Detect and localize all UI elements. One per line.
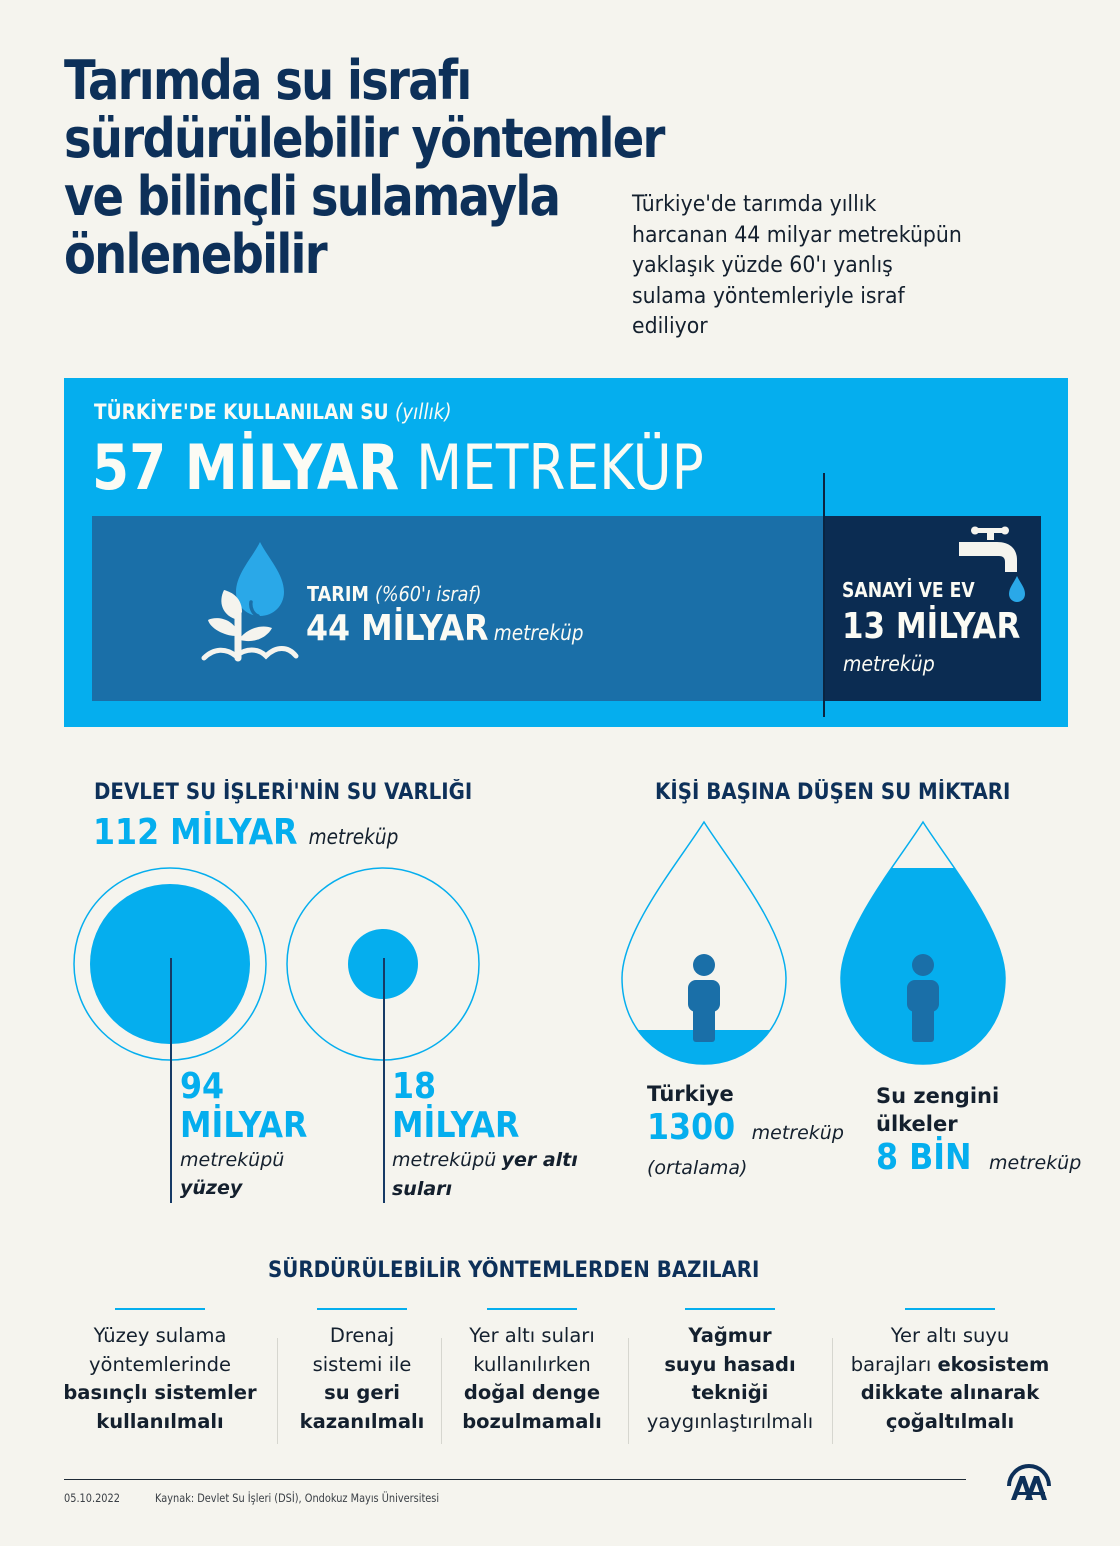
turkey-note: (ortalama)	[647, 1157, 748, 1179]
method-item	[282, 1322, 442, 1436]
method-text-bold: basınçlı sistemler	[63, 1381, 257, 1404]
surface-word: MİLYAR	[180, 1105, 308, 1146]
methods-title: SÜRDÜRÜLEBİLİR YÖNTEMLERDEN BAZILARI	[268, 1258, 760, 1283]
person-icon	[688, 954, 720, 1042]
usage-label-text: TÜRKİYE'DE KULLANILAN SU	[94, 400, 389, 424]
underground-stat	[392, 1068, 578, 1203]
turkey-stat	[647, 1080, 844, 1181]
surface-type: yüzey	[180, 1177, 243, 1199]
surface-number: 94	[180, 1066, 225, 1107]
underground-number: 18	[392, 1066, 437, 1107]
column-divider	[832, 1338, 833, 1444]
lede-line: ediliyor	[632, 314, 708, 339]
method-text: yöntemlerinde	[88, 1352, 232, 1376]
method-text: Yer altı suları	[469, 1324, 595, 1347]
method-text: Yer altı suyu	[890, 1324, 1010, 1347]
agriculture-note: (%60'ı israf)	[375, 582, 482, 606]
method-text-bold: bozulmamalı	[462, 1409, 602, 1433]
rich-label-b: ülkeler	[876, 1112, 958, 1136]
method-text: yaygınlaştırılmalı	[646, 1409, 814, 1433]
method-text: Yüzey sulama	[93, 1324, 227, 1347]
lede-line: Türkiye'de tarımda yıllık	[632, 192, 877, 217]
method-text: kullanılırken	[473, 1352, 591, 1376]
turkey-unit: metreküp	[751, 1122, 844, 1144]
surface-leader-line	[170, 958, 172, 1203]
accent-underline	[487, 1308, 577, 1310]
method-text: sistemi ile	[312, 1352, 412, 1376]
turkey-value: 1300	[647, 1107, 736, 1148]
underground-unit-line	[392, 1146, 578, 1175]
method-text: Drenaj	[329, 1324, 395, 1347]
method-text-bold: suyu hasadı	[664, 1352, 796, 1376]
underground-leader-line	[383, 958, 385, 1203]
column-divider	[277, 1338, 278, 1444]
agriculture-unit: metreküp	[493, 621, 584, 645]
underground-type-b: suları	[392, 1178, 453, 1200]
rich-value: 8 BİN	[876, 1137, 972, 1178]
dsi-total	[93, 812, 398, 853]
dsi-total-value: 112 MİLYAR	[93, 812, 298, 853]
title-line: ve bilinçli sulamayla	[64, 165, 560, 228]
underground-word: MİLYAR	[392, 1105, 520, 1146]
footer-date: 05.10.2022	[64, 1491, 120, 1505]
title-line: önlenebilir	[64, 223, 326, 286]
page-title	[64, 49, 664, 286]
title-line: sürdürülebilir yöntemler	[64, 107, 664, 170]
water-asset-circles	[70, 866, 490, 1066]
usage-label-note: (yıllık)	[395, 400, 452, 424]
turkey-value-line	[647, 1108, 844, 1155]
lede-line: yaklaşık yüzde 60'ı yanlış	[632, 253, 893, 278]
footer-divider	[64, 1479, 966, 1480]
dsi-title: DEVLET SU İŞLERİ'NİN SU VARLIĞI	[94, 780, 473, 805]
accent-underline	[115, 1308, 205, 1310]
method-text-bold: Yağmur	[688, 1324, 772, 1347]
method-text-bold: tekniği	[691, 1381, 769, 1404]
dsi-total-unit: metreküp	[308, 825, 399, 849]
rich-label-a: Su zengini	[876, 1084, 1000, 1108]
column-divider	[628, 1338, 629, 1444]
per-capita-title: KİŞİ BAŞINA DÜŞEN SU MİKTARI	[655, 780, 1011, 805]
agriculture-label	[307, 582, 481, 606]
usage-total	[92, 430, 704, 506]
industry-unit: metreküp	[843, 652, 935, 676]
column-divider	[441, 1338, 442, 1444]
method-text-bold: dikkate alınarak	[860, 1381, 1040, 1404]
usage-total-number: 57 MİLYAR	[92, 431, 400, 504]
accent-underline	[685, 1308, 775, 1310]
rich-value-line	[876, 1138, 1081, 1185]
aa-logo-icon	[1005, 1462, 1053, 1502]
method-text-bold: su geri	[324, 1381, 400, 1404]
footer-source: Kaynak: Devlet Su İşleri (DSİ), Ondokuz Mayıs Üniversitesi	[155, 1491, 440, 1505]
method-text-bold: kullanılmalı	[96, 1409, 224, 1433]
method-text-bold: kazanılmalı	[299, 1409, 425, 1433]
industry-value: 13 MİLYAR	[842, 606, 1021, 647]
usage-total-unit: METREKÜP	[416, 431, 704, 504]
divider-line	[823, 473, 825, 717]
rich-unit: metreküp	[989, 1152, 1082, 1174]
agriculture-value-number: 44 MİLYAR	[306, 608, 489, 649]
water-drop-comparison	[620, 820, 1060, 1070]
rich-countries-stat	[876, 1082, 1081, 1185]
method-text: barajları	[850, 1352, 932, 1376]
underground-unit: metreküpü	[392, 1149, 497, 1171]
underground-type-a: yer altı	[501, 1149, 578, 1171]
method-item	[840, 1322, 1060, 1436]
usage-label	[94, 400, 452, 424]
method-text-bold: çoğaltılmalı	[885, 1409, 1015, 1433]
method-item	[446, 1322, 618, 1436]
surface-stat	[180, 1068, 325, 1202]
agriculture-label-text: TARIM	[307, 582, 369, 606]
method-text-bold: doğal denge	[463, 1381, 601, 1404]
method-text-bold: ekosistem	[937, 1352, 1050, 1376]
lede-line: sulama yöntemleriyle israf	[632, 283, 905, 309]
title-line: Tarımda su israfı	[64, 49, 471, 112]
surface-unit: metreküpü	[180, 1149, 285, 1171]
accent-underline	[905, 1308, 995, 1310]
accent-underline	[317, 1308, 407, 1310]
turkey-label: Türkiye	[647, 1082, 734, 1106]
industry-label: SANAYİ VE EV	[842, 578, 975, 602]
lede-line: harcanan 44 milyar metreküpün	[632, 222, 962, 248]
method-item	[632, 1322, 828, 1436]
plant-with-water-drop-icon	[200, 540, 310, 665]
agriculture-value	[306, 608, 584, 649]
method-item	[60, 1322, 260, 1436]
lede-paragraph	[632, 190, 1023, 343]
